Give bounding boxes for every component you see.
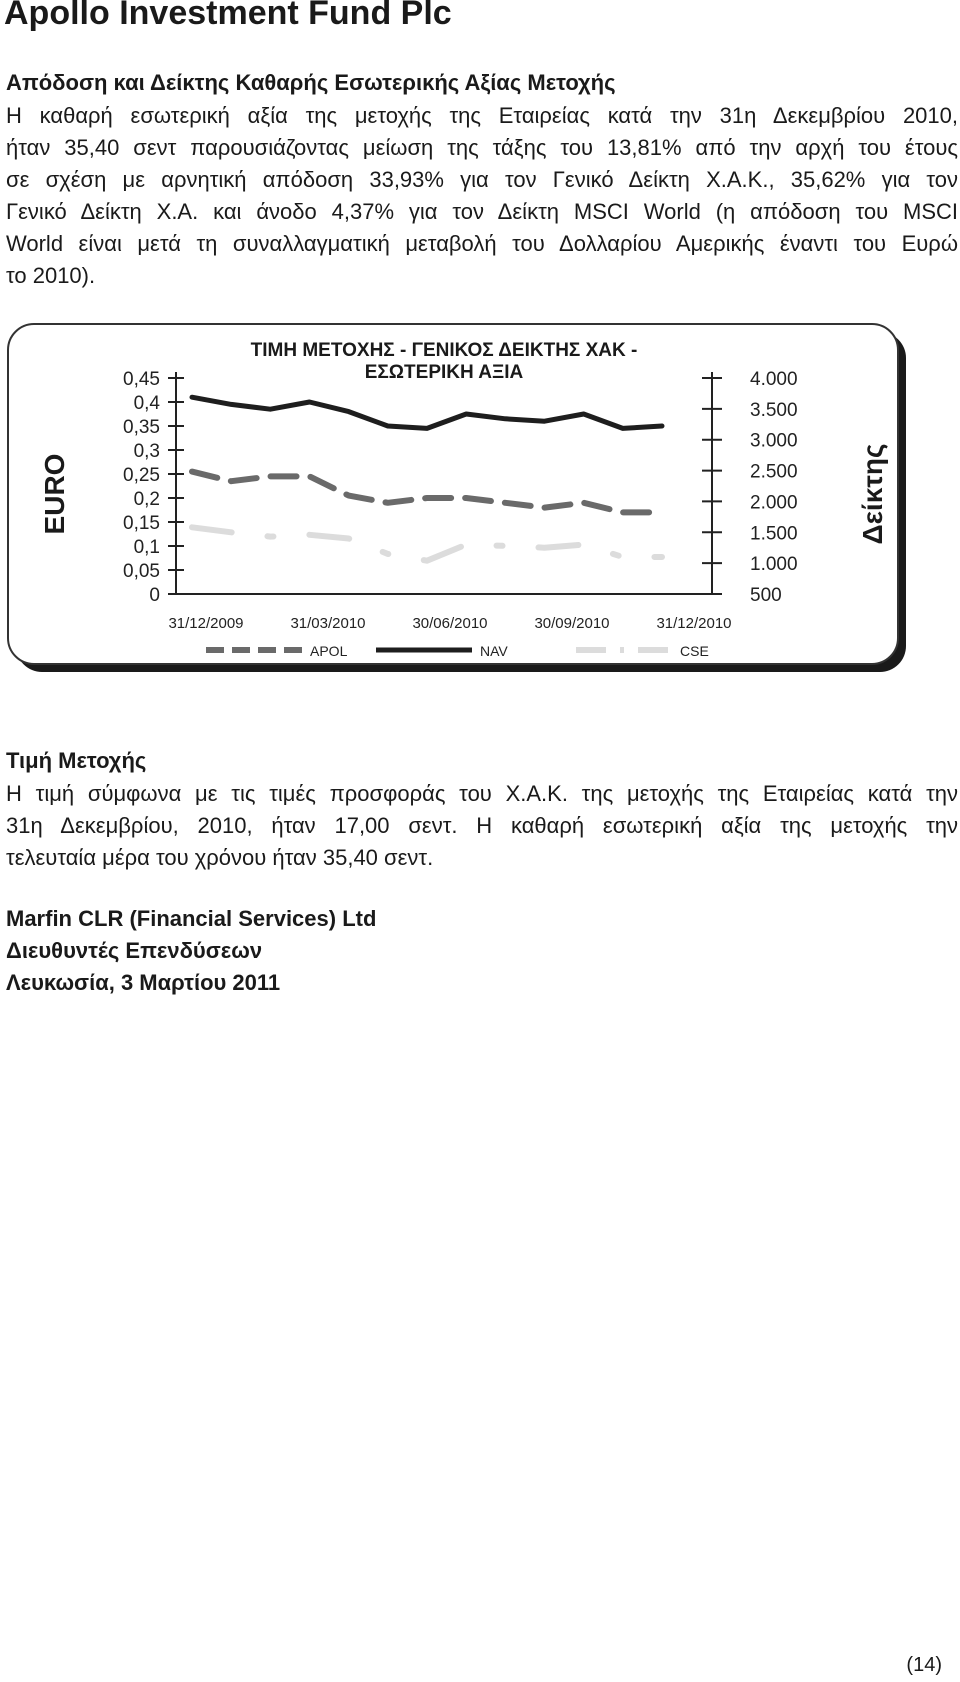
share-price-chart [6,322,916,680]
signature-place-date: Λευκωσία, 3 Μαρτίου 2011 [6,970,281,995]
x-tick-label: 31/12/2010 [656,615,732,632]
chart-title-line1: ΤΙΜΗ ΜΕΤΟΧΗΣ - ΓΕΝΙΚΟΣ ΔΕΙΚΤΗΣ ΧΑΚ - [250,340,638,361]
performance-heading: Απόδοση και Δείκτης Καθαρής Εσωτερικής Αξίας Μετοχής [6,70,616,95]
right-tick-label: 2.000 [750,492,798,514]
left-tick-label: 0,05 [123,561,160,582]
y-axis-left-label: EURO [39,453,70,535]
price-lines-line: 31η Δεκεμβρίου, 2010, ήταν 17,00 σεντ. Η καθαρή εσωτερική αξία της μετοχής την [6,813,958,838]
performance-lines-line: Γενικό Δείκτη Χ.Α. και άνοδο 4,37% για τον Δείκτη MSCI World (η απόδοση του MSCI [6,199,958,224]
left-tick-label: 0,15 [123,513,160,534]
performance-paragraph [6,100,958,292]
left-tick-label: 0,2 [133,489,160,510]
x-tick-label: 30/09/2010 [534,615,610,632]
page-title: Apollo Investment Fund Plc [4,0,452,32]
price-lines-line: τελευταία μέρα του χρόνου ήταν 35,40 σεντ. [6,845,434,870]
right-tick-label: 1.000 [750,554,798,576]
signature-role: Διευθυντές Επενδύσεων [6,938,263,963]
performance-lines-line: World είναι μετά τη συναλλαγματική μεταβολή του Δολλαρίου Αμερικής έναντι του Ευρώ [6,231,958,256]
left-tick-label: 0 [149,585,160,606]
right-tick-label: 4.000 [750,369,798,390]
chart-title-line2: ΕΣΩΤΕΡΙΚΗ ΑΞΙΑ [364,362,524,383]
price-heading: Τιμή Μετοχής [6,748,147,773]
left-tick-label: 0,25 [123,465,160,486]
price-paragraph [6,778,958,874]
performance-lines-line: Η καθαρή εσωτερική αξία της μετοχής της Εταιρείας κατά την 31η Δεκεμβρίου 2010, [6,103,958,128]
left-tick-label: 0,35 [123,417,160,438]
left-tick-label: 0,3 [133,441,160,462]
performance-lines-line: το 2010). [6,263,96,288]
legend-apol-label: APOL [310,643,348,659]
left-tick-label: 0,45 [123,369,160,390]
right-tick-label: 2.500 [750,461,798,483]
left-tick-label: 0,1 [133,537,160,558]
x-tick-label: 30/06/2010 [412,615,488,632]
price-lines-line: Η τιμή σύμφωνα με τις τιμές προσφοράς του Χ.Α.Κ. της μετοχής της Εταιρείας κατά την [6,781,958,806]
right-tick-label: 1.500 [750,523,798,545]
x-tick-label: 31/03/2010 [290,615,366,632]
page-number: (14) [906,1654,942,1676]
right-tick-label: 3.000 [750,430,798,452]
performance-lines-line: σε σχέση με αρνητική απόδοση 33,93% για τον Γενικό Δείκτη Χ.Α.Κ., 35,62% για τον [6,167,958,192]
right-tick-label: 3.500 [750,399,798,421]
chart-frame [6,322,916,680]
x-tick-label: 31/12/2009 [168,615,244,632]
signature-company: Marfin CLR (Financial Services) Ltd [6,906,377,931]
y-axis-right-label: Δείκτης [857,443,888,545]
right-tick-label: 500 [750,585,782,606]
legend-cse-label: CSE [680,643,709,659]
legend-nav-label: NAV [480,643,508,659]
left-tick-label: 0,4 [133,393,160,414]
performance-lines-line: ήταν 35,40 σεντ παρουσιάζοντας μείωση της τάξης του 13,81% από την αρχή του έτους [6,135,958,160]
